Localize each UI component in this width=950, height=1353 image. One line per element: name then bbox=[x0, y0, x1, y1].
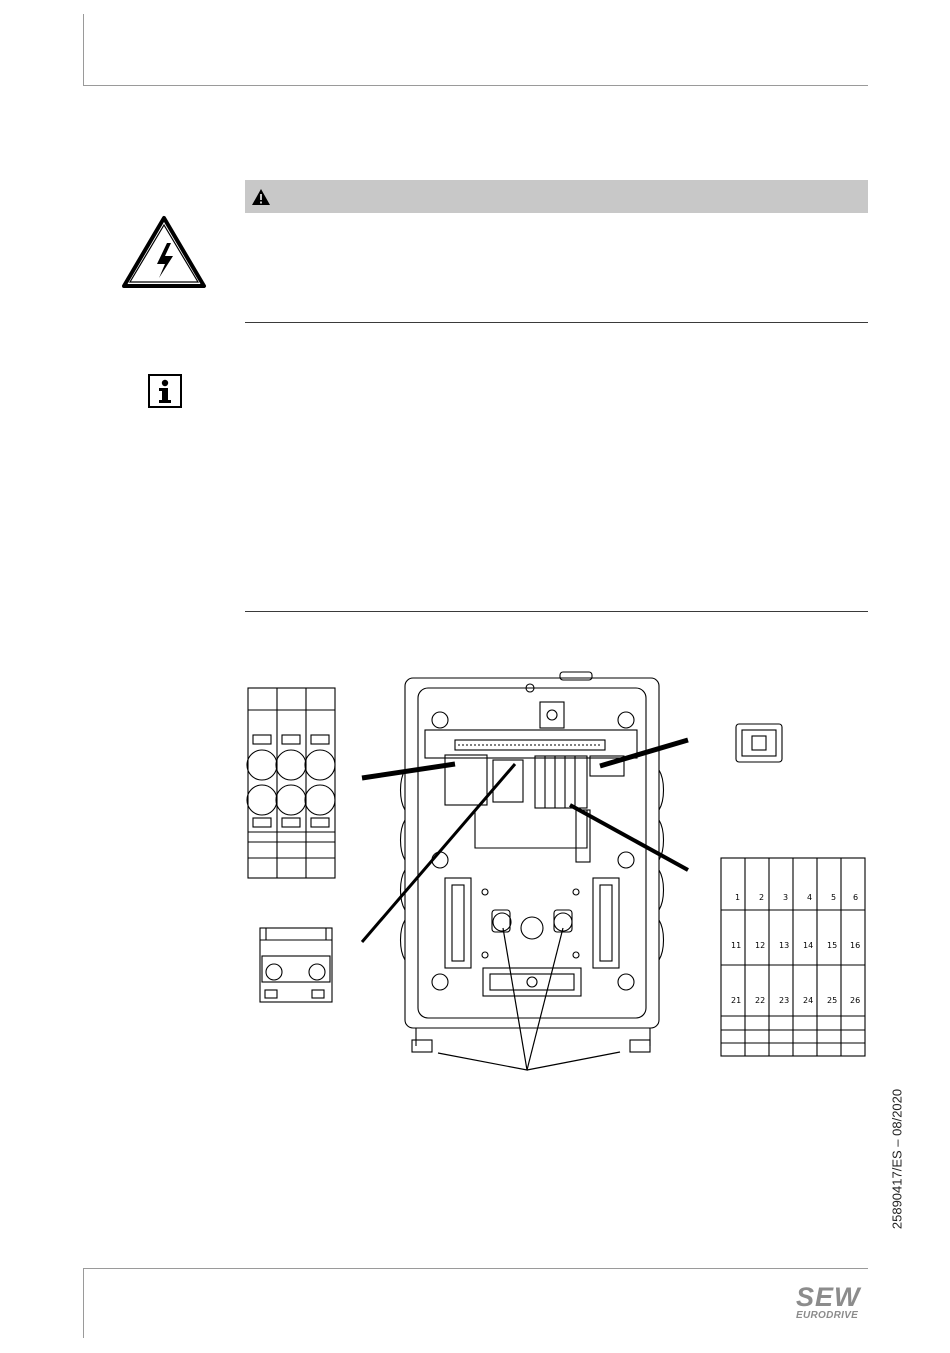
connection-box-figure bbox=[240, 660, 870, 1080]
header-rule bbox=[83, 85, 868, 86]
warning-header-bar bbox=[245, 180, 868, 213]
terminal-number: 16 bbox=[850, 941, 861, 950]
electric-hazard-icon bbox=[121, 215, 207, 289]
fuse-terminal-block-drawing bbox=[247, 688, 335, 878]
warning-triangle-icon bbox=[251, 188, 271, 206]
footer-rule bbox=[83, 1268, 868, 1269]
connection-box-drawing bbox=[401, 672, 664, 1052]
terminal-number: 22 bbox=[755, 996, 766, 1005]
terminal-number: 13 bbox=[779, 941, 790, 950]
section-divider-2 bbox=[245, 611, 868, 612]
terminal-number: 21 bbox=[731, 996, 742, 1005]
terminal-strip-drawing bbox=[721, 858, 865, 1056]
terminal-number: 2 bbox=[759, 893, 765, 902]
terminal-number: 6 bbox=[853, 893, 859, 902]
terminal-number: 3 bbox=[783, 893, 789, 902]
terminal-number: 11 bbox=[731, 941, 742, 950]
document-id: 25890417/ES – 08/2020 bbox=[889, 1088, 905, 1230]
callout-leaders bbox=[362, 740, 688, 1070]
terminal-number: 23 bbox=[779, 996, 790, 1005]
terminal-number: 14 bbox=[803, 941, 814, 950]
logo-subtext: EURODRIVE bbox=[796, 1310, 859, 1321]
terminal-number: 1 bbox=[735, 893, 741, 902]
terminal-number: 4 bbox=[807, 893, 813, 902]
terminal-number: 15 bbox=[827, 941, 838, 950]
sew-eurodrive-logo bbox=[796, 1284, 872, 1324]
section-divider-1 bbox=[245, 322, 868, 323]
logo-text: SEW bbox=[796, 1282, 861, 1312]
bottom-left-margin-line bbox=[83, 1268, 84, 1338]
top-left-margin-line bbox=[83, 14, 84, 86]
rj-connector-drawing bbox=[736, 724, 782, 762]
terminal-number: 25 bbox=[827, 996, 838, 1005]
terminal-number: 26 bbox=[850, 996, 861, 1005]
information-icon bbox=[148, 374, 182, 408]
terminal-number: 24 bbox=[803, 996, 814, 1005]
terminal-number: 12 bbox=[755, 941, 766, 950]
two-pole-terminal-drawing bbox=[260, 928, 332, 1002]
terminal-number: 5 bbox=[831, 893, 837, 902]
